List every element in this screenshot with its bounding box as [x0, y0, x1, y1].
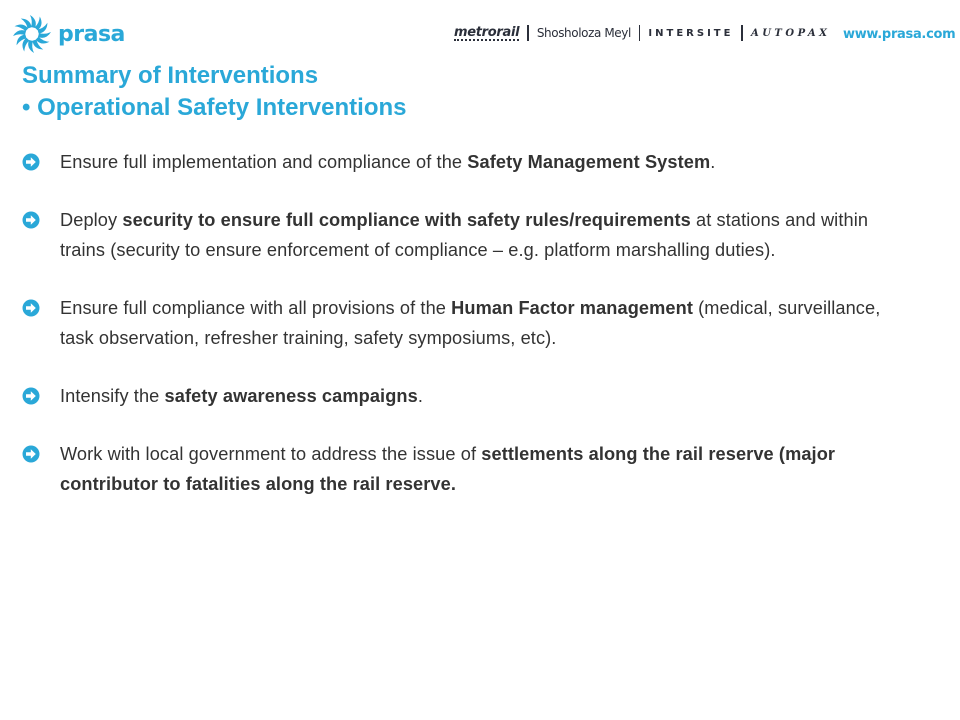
arrow-circle-icon [22, 211, 40, 229]
slide-title [22, 60, 407, 124]
bullet-text: Work with local government to address the issue of [60, 444, 482, 464]
website-link[interactable]: www.prasa.com [843, 27, 956, 42]
bullet-text: Ensure full implementation and compliance of the [60, 152, 468, 172]
partner-brands [454, 25, 830, 41]
prasa-logo [12, 14, 125, 54]
brand-autopax: AUTOPAX [750, 27, 831, 39]
bullet-text: (medical, surveillance, task observation, refresher training, safety symposiums, etc). [60, 298, 881, 348]
logo-text: prasa [58, 21, 125, 47]
arrow-circle-icon [22, 445, 40, 463]
bullet-item [22, 205, 902, 265]
brand-shosholoza: Shosholoza Meyl [536, 26, 631, 40]
bullet-text: Ensure full compliance with all provisions of the [60, 298, 452, 318]
bullet-item [22, 293, 902, 353]
brand-metrorail: metrorail [454, 24, 520, 40]
arrow-circle-icon [22, 153, 40, 171]
bullet-text-bold: safety awareness campaigns [164, 386, 418, 406]
bullet-text-bold: settlements along the rail reserve (major contributor to fatalities along the rail reserve. [60, 444, 836, 494]
brand-intersite: INTERSITE [648, 27, 734, 39]
bullet-text-bold: Human Factor management [451, 298, 693, 318]
title-line-2: • Operational Safety Interventions [22, 94, 407, 121]
bullet-item [22, 381, 902, 411]
slide-header [0, 0, 960, 62]
prasa-swirl-icon [12, 14, 52, 54]
bullet-item [22, 439, 902, 499]
bullet-text: . [417, 386, 424, 406]
intervention-list [22, 147, 902, 527]
bullet-text-bold: security to ensure full compliance with safety rules/requirements [122, 210, 691, 230]
bullet-item [22, 147, 902, 177]
brand-separator [639, 25, 641, 41]
bullet-text-bold: Safety Management System [467, 152, 711, 172]
bullet-text: . [710, 152, 716, 172]
bullet-text: Intensify the [60, 386, 165, 406]
brand-separator [741, 25, 743, 41]
title-line-1: Summary of Interventions [22, 62, 319, 89]
bullet-text: Deploy [60, 210, 123, 230]
brand-separator [527, 25, 529, 41]
bullet-text: at stations and within trains (security to ensure enforcement of compliance – e.g. platform marshalling duties). [60, 210, 869, 260]
arrow-circle-icon [22, 387, 40, 405]
arrow-circle-icon [22, 299, 40, 317]
